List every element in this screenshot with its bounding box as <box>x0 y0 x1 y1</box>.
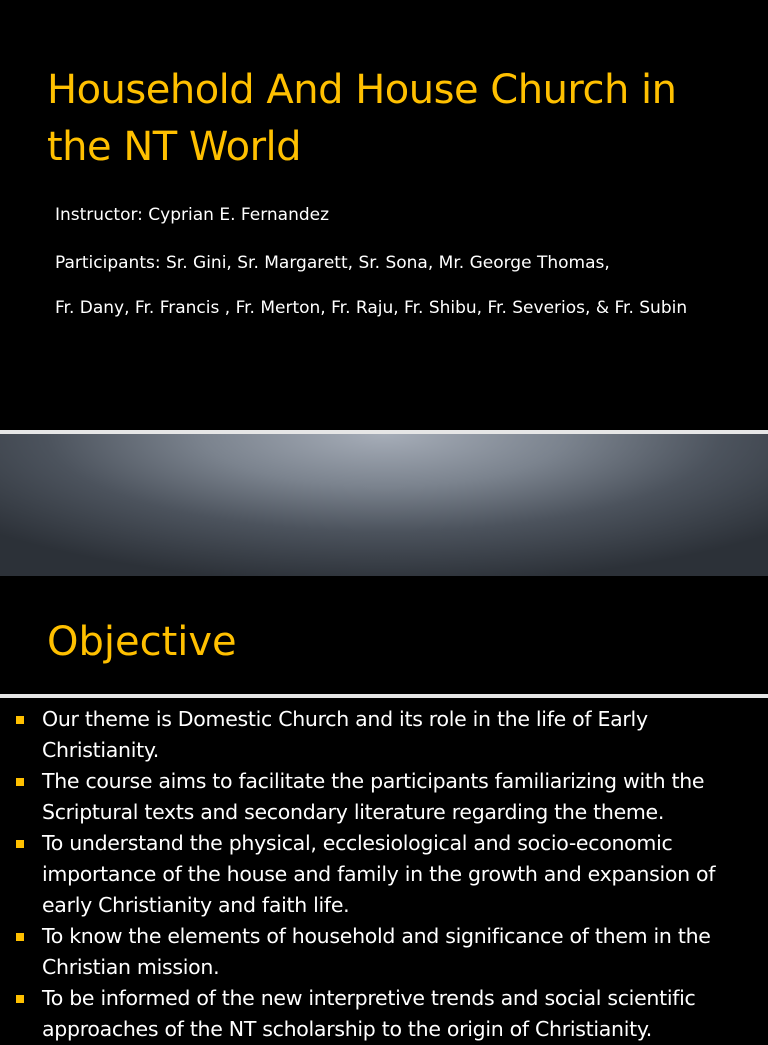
square-bullet-icon <box>16 778 24 786</box>
bullet-text: To be informed of the new interpretive trends and social scientific approaches of the NT scholarship to the origin of Christianity. <box>42 986 696 1041</box>
square-bullet-icon <box>16 716 24 724</box>
objective-bullet-list <box>0 698 768 1045</box>
instructor-text: Instructor: Cyprian E. Fernandez <box>55 205 330 225</box>
bullet-text: Our theme is Domestic Church and its role in the life of Early Christianity. <box>42 707 648 762</box>
title-slide <box>0 0 768 430</box>
objective-title: Objective <box>47 619 237 665</box>
bullet-item <box>0 704 768 766</box>
square-bullet-icon <box>16 933 24 941</box>
bullet-item <box>0 828 768 921</box>
bullet-item <box>0 983 768 1045</box>
bullet-text: To know the elements of household and significance of them in the Christian mission. <box>42 924 711 979</box>
gradient-band <box>0 434 768 576</box>
bullet-item <box>0 766 768 828</box>
bullet-text: To understand the physical, ecclesiological and socio-economic importance of the house and family in the growth and expansion of early Christianity and faith life. <box>42 831 716 917</box>
square-bullet-icon <box>16 840 24 848</box>
participants-text-continued: Fr. Dany, Fr. Francis , Fr. Merton, Fr. Raju, Fr. Shibu, Fr. Severios, & Fr. Subin <box>55 298 688 318</box>
slide-title: Household And House Church in the NT World <box>47 67 677 170</box>
square-bullet-icon <box>16 995 24 1003</box>
objective-content <box>0 698 768 1041</box>
participants-text: Participants: Sr. Gini, Sr. Margarett, Sr. Sona, Mr. George Thomas, <box>55 253 610 273</box>
bullet-item <box>0 921 768 983</box>
bullet-text: The course aims to facilitate the participants familiarizing with the Scriptural texts and secondary literature regarding the theme. <box>42 769 705 824</box>
